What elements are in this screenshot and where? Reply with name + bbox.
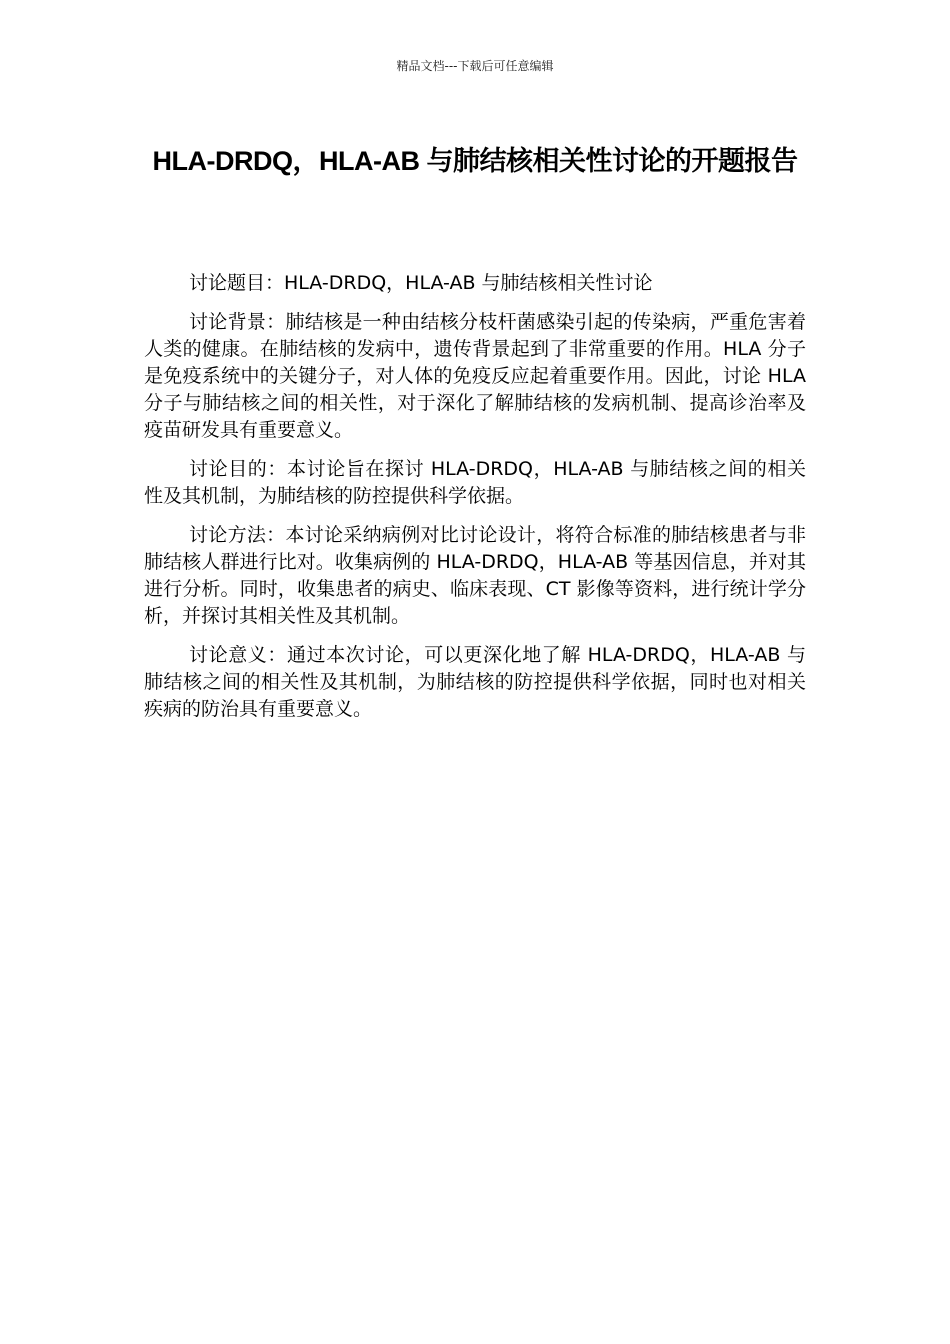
header-note: 精品文档---下载后可任意编辑	[396, 59, 554, 73]
paragraph-topic: 讨论题目：HLA-DRDQ，HLA-AB 与肺结核相关性讨论	[189, 272, 653, 294]
paragraph-purpose: 讨论目的：本讨论旨在探讨 HLA-DRDQ，HLA-AB 与肺结核之间的相关性及其机制，为肺结核的防控提供科学依据。	[144, 458, 806, 507]
document-title: HLA-DRDQ，HLA-AB 与肺结核相关性讨论的开题报告	[152, 146, 798, 176]
document-body	[144, 270, 806, 735]
paragraph-significance: 讨论意义：通过本次讨论，可以更深化地了解 HLA-DRDQ，HLA-AB 与肺结核之间的相关性及其机制，为肺结核的防控提供科学依据，同时也对相关疾病的防治具有重要意义。	[144, 644, 806, 720]
paragraph-background: 讨论背景：肺结核是一种由结核分枝杆菌感染引起的传染病，严重危害着人类的健康。在肺结核的发病中，遗传背景起到了非常重要的作用。HLA 分子是免疫系统中的关键分子，对人体的免疫反应起着重要作用。因此，讨论 HLA 分子与肺结核之间的相关性，对于深化了解肺结核的发病机制、提高诊治率及疫苗研发具有重要意义。	[144, 311, 806, 441]
paragraph-method: 讨论方法：本讨论采纳病例对比讨论设计，将符合标准的肺结核患者与非肺结核人群进行比对。收集病例的 HLA-DRDQ，HLA-AB 等基因信息，并对其进行分析。同时，收集患者的病史、临床表现、CT 影像等资料，进行统计学分析，并探讨其相关性及其机制。	[144, 524, 806, 627]
